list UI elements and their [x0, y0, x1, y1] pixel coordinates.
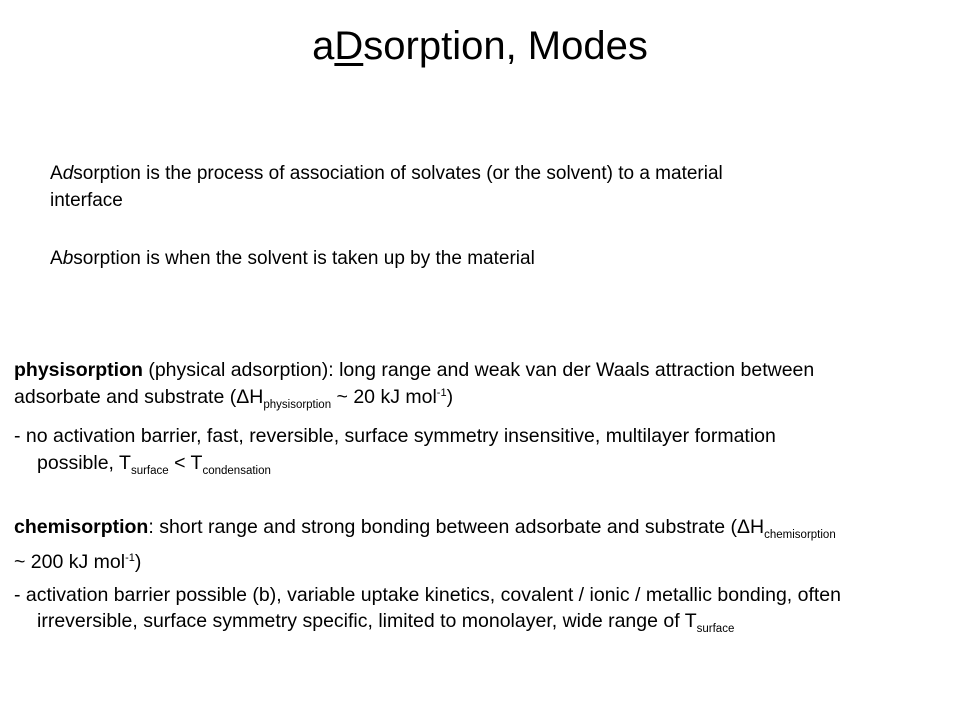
adsorption-definition-text: sorption is the process of association of solvates (or the solvent) to a material — [73, 163, 723, 184]
unit-exponent: -1 — [125, 552, 135, 564]
adsorption-definition-line2: interface — [50, 190, 123, 211]
chemisorption-bullet-line2 — [37, 608, 734, 634]
chemisorption-energy: ~ 200 kJ mol — [14, 551, 126, 573]
chemisorption-bullet-line1: - activation barrier possible (b), variable uptake kinetics, covalent / ionic / metallic bonding, often — [14, 584, 841, 606]
closing-paren: ) — [134, 551, 142, 573]
title-underlined-letter: D — [334, 24, 364, 68]
physisorption-line1 — [14, 357, 814, 383]
less-than-t: < T — [168, 452, 203, 474]
t-surface-subscript: surface — [696, 623, 735, 635]
absorption-italic-letter: b — [62, 248, 74, 269]
physisorption-energy: ~ 20 kJ mol — [331, 386, 437, 408]
chemisorption-line1 — [14, 514, 836, 540]
absorption-definition-text: sorption is when the solvent is taken up by the material — [73, 248, 535, 269]
title-prefix: a — [312, 24, 335, 68]
delta-h-symbol: ΔH — [737, 516, 765, 538]
absorption-first-letter: A — [50, 248, 63, 269]
t-condensation-subscript: condensation — [202, 465, 271, 477]
adsorption-definition-line1 — [50, 162, 723, 186]
delta-h-symbol: ΔH — [236, 386, 264, 408]
title-rest: sorption, Modes — [363, 24, 648, 68]
physisorption-term: physisorption — [14, 359, 143, 381]
chemisorption-description: : short range and strong bonding between adsorbate and substrate ( — [148, 516, 738, 538]
adsorption-first-letter: A — [50, 163, 63, 184]
chemisorption-line2 — [14, 549, 141, 575]
slide-title — [0, 22, 960, 70]
delta-h-subscript: physisorption — [263, 399, 332, 411]
physisorption-bullet-text: possible, T — [37, 452, 131, 474]
chemisorption-term: chemisorption — [14, 516, 149, 538]
physisorption-bullet-line1: - no activation barrier, fast, reversible, surface symmetry insensitive, multilayer formation — [14, 425, 776, 447]
delta-h-subscript: chemisorption — [764, 529, 836, 541]
absorption-definition — [50, 247, 535, 271]
physisorption-text: adsorbate and substrate ( — [14, 386, 237, 408]
adsorption-italic-letter: d — [62, 163, 74, 184]
physisorption-bullet-line2 — [37, 450, 271, 476]
physisorption-description: (physical adsorption): long range and weak van der Waals attraction between — [142, 359, 815, 381]
chemisorption-bullet-text: irreversible, surface symmetry specific, limited to monolayer, wide range of T — [37, 610, 697, 632]
physisorption-line2 — [14, 384, 453, 410]
closing-paren: ) — [446, 386, 454, 408]
t-surface-subscript: surface — [130, 465, 169, 477]
unit-exponent: -1 — [436, 387, 447, 399]
